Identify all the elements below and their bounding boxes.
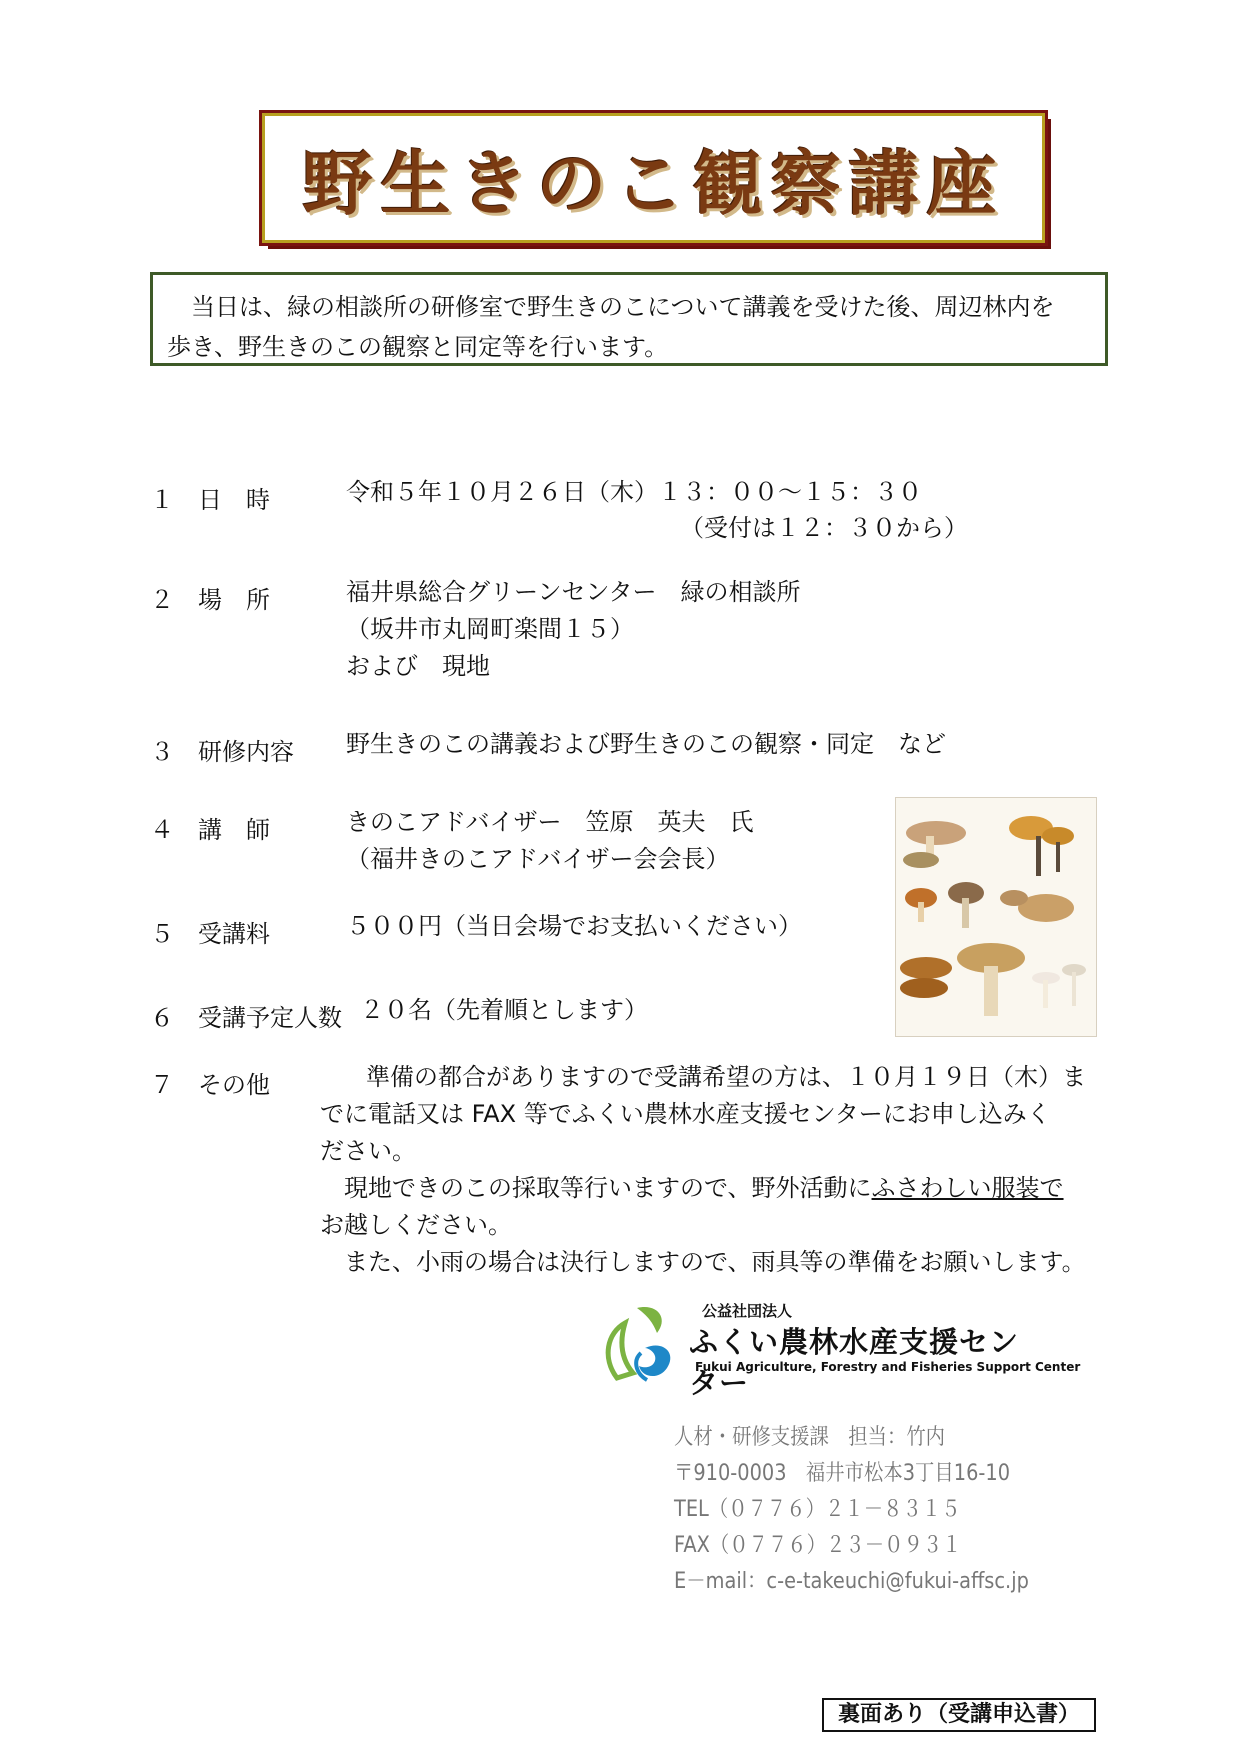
item-label: 受講予定人数 (198, 1004, 342, 1032)
other-line-4-text: 現地できのこの採取等行いますので、野外活動に (320, 1174, 872, 1202)
contact-address: 〒910-0003 福井市松本3丁目16-10 (674, 1461, 1011, 1486)
item-number: ４ (150, 816, 174, 844)
item-label: 講 師 (198, 816, 270, 844)
attire-note: ふさわしい服装で (871, 1174, 1064, 1202)
mushroom-group-3 (905, 882, 1074, 928)
mushroom-group-1 (903, 821, 966, 868)
item-number: ２ (150, 586, 174, 614)
item-label: 場 所 (198, 586, 270, 614)
contact-fax: FAX（０７７６）２３－０９３１ (674, 1533, 962, 1558)
other-line-4 (320, 1170, 1105, 1207)
item-label: その他 (198, 1071, 270, 1099)
place-value-3: および 現地 (346, 652, 490, 680)
contact-info (674, 1420, 1029, 1600)
mushroom-group-2 (1009, 816, 1074, 876)
capacity-value: ２０名（先着順とします） (360, 996, 648, 1024)
intro-box (150, 272, 1108, 366)
other-line-1: 準備の都合がありますので受講希望の方は、１０月１９日（木）ま (342, 1063, 1086, 1091)
mushroom-group-4 (900, 943, 1086, 1016)
item-number: ６ (150, 1004, 174, 1032)
lecturer-value-1: きのこアドバイザー 笠原 英夫 氏 (346, 808, 754, 836)
back-side-note: 裏面あり（受講申込書） (822, 1698, 1096, 1732)
contact-department: 人材・研修支援課 担当：竹内 (674, 1425, 946, 1450)
place-value-1: 福井県総合グリーンセンター 緑の相談所 (346, 578, 801, 606)
item-number: ３ (150, 738, 174, 766)
logo-name: ふくい農林水産支援センター (689, 1325, 1020, 1400)
content-value: 野生きのこの講義および野生きのこの観察・同定 など (346, 730, 946, 758)
reception-time: （受付は１２：３０から） (680, 514, 968, 542)
item-label: 研修内容 (198, 738, 294, 766)
contact-email: E－mail：c-e-takeuchi@fukui-affsc.jp (674, 1569, 1029, 1594)
page-title: 野生きのこ観察講座 (302, 142, 1005, 225)
organization-logo (597, 1298, 1081, 1400)
date-value: 令和５年１０月２６日（木）１３：００～１５：３０ (346, 478, 922, 506)
other-line-3: ださい。 (320, 1137, 416, 1165)
item-number: ５ (150, 920, 174, 948)
logo-mark-icon (597, 1298, 681, 1390)
mushroom-illustration (895, 797, 1097, 1037)
logo-english: Fukui Agriculture, Forestry and Fisheries Support Center (695, 1360, 1081, 1374)
logo-subtitle: 公益社団法人 (702, 1302, 793, 1320)
fee-value: ５００円（当日会場でお支払いください） (346, 912, 802, 940)
title-frame (262, 113, 1045, 243)
other-line-5: お越しください。 (320, 1211, 512, 1239)
item-label: 受講料 (198, 920, 270, 948)
other-notes (320, 1059, 1105, 1281)
other-line-6: また、小雨の場合は決行しますので、雨具等の準備をお願いします。 (320, 1248, 1086, 1276)
item-label: 日 時 (198, 486, 270, 514)
place-value-2: （坂井市丸岡町楽間１５） (346, 615, 634, 643)
contact-tel: TEL（０７７６）２１－８３１５ (674, 1497, 961, 1522)
other-line-2: でに電話又は FAX 等でふくい農林水産支援センターにお申し込みく (320, 1100, 1051, 1128)
lecturer-value-2: （福井きのこアドバイザー会会長） (346, 845, 730, 873)
item-number: １ (150, 486, 174, 514)
item-number: ７ (150, 1071, 174, 1099)
intro-line-2: 歩き、野生きのこの観察と同定等を行います。 (167, 333, 669, 361)
intro-line-1: 当日は、緑の相談所の研修室で野生きのこについて講義を受けた後、周辺林内を (167, 293, 1055, 321)
